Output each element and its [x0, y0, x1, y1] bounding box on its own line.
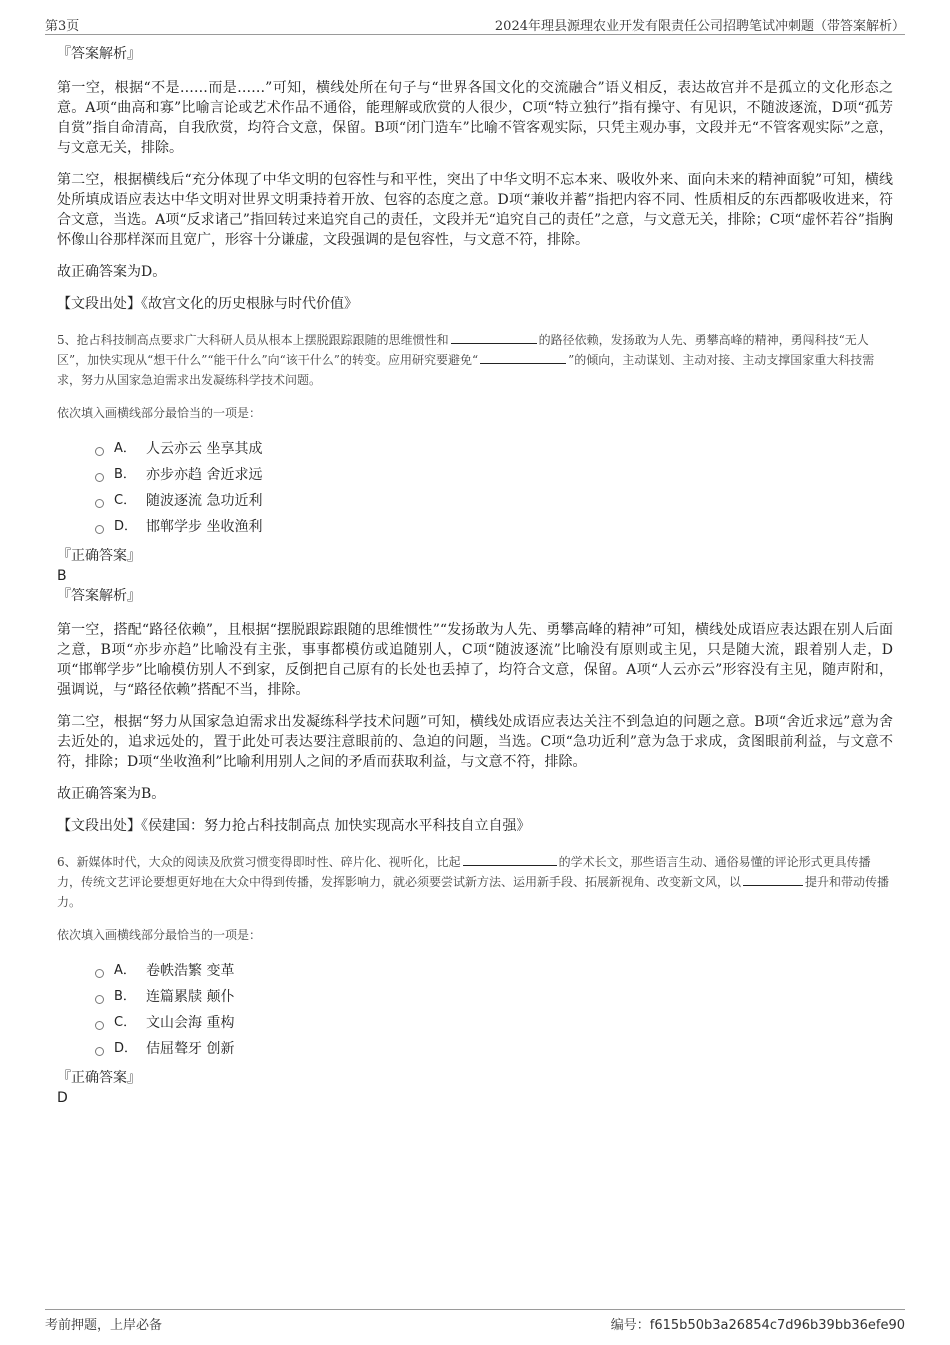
document-title: 2024年理县源理农业开发有限责任公司招聘笔试冲刺题（带答案解析）	[494, 19, 905, 34]
q6-answer: D	[57, 1090, 68, 1106]
q5-option-b[interactable]: B． 亦步亦趋 舍近求远	[95, 462, 893, 488]
page-footer	[45, 1309, 905, 1332]
radio-icon[interactable]	[95, 525, 104, 534]
radio-icon[interactable]	[95, 995, 104, 1004]
footer-slogan: 考前押题，上岸必备	[45, 1318, 163, 1333]
radio-icon[interactable]	[95, 969, 104, 978]
q4-conclusion: 故正确答案为D。	[57, 264, 167, 280]
page-header	[45, 14, 905, 35]
q5-analysis-label: 『答案解析』	[57, 588, 141, 604]
q5-options	[95, 436, 893, 540]
q5-option-a[interactable]: A． 人云亦云 坐享其成	[95, 436, 893, 462]
q4-source: 【文段出处】《故宫文化的历史根脉与时代价值》	[57, 296, 358, 312]
q6-answer-label: 『正确答案』	[57, 1070, 141, 1086]
q6-blank-2	[743, 872, 803, 886]
q5-conclusion: 故正确答案为B。	[57, 786, 166, 802]
page-number: 第3页	[45, 19, 80, 34]
q6-stem: 6、新媒体时代，大众的阅读及欣赏习惯变得即时性、碎片化、视听化，比起 的学术长文，那些语言生动、通俗易懂的评论形式更具传播力，传统文艺评论要想更好地在大众中得到传播，发挥影响力，就必须要尝试新方法、运用新手段、拓展新视角、改变新文风，以 提升和带动传播力。	[57, 852, 893, 912]
q6-option-d[interactable]: D． 佶屈聱牙 创新	[95, 1036, 893, 1062]
q6-option-b[interactable]: B． 连篇累牍 颠仆	[95, 984, 893, 1010]
q6-prompt: 依次填入画横线部分最恰当的一项是：	[57, 928, 262, 942]
q4-analysis-para1: 第一空，根据“不是……而是……”可知，横线处所在句子与“世界各国文化的交流融合”语义相反，表达故宫并不是孤立的文化形态之意。A项“曲高和寡”比喻言论或艺术作品不通俗，能理解或欣赏的人很少，C项“特立独行”指有操守、有见识，不随波逐流，D项“孤芳自赏”指自命清高，自我欣赏，均符合文意，保留。B项“闭门造车”比喻不管客观实际，只凭主观办事，文段并无“不管客观实际”之意，与文意无关，排除。	[57, 80, 893, 156]
q5-answer-label: 『正确答案』	[57, 548, 141, 564]
q6-option-c[interactable]: C． 文山会海 重构	[95, 1010, 893, 1036]
q5-option-c[interactable]: C． 随波逐流 急功近利	[95, 488, 893, 514]
q5-option-d[interactable]: D． 邯郸学步 坐收渔利	[95, 514, 893, 540]
q5-source: 【文段出处】《侯建国：努力抢占科技制高点 加快实现高水平科技自立自强》	[57, 818, 531, 834]
q5-stem: 5、抢占科技制高点要求广大科研人员从根本上摆脱跟踪跟随的思维惯性和 的路径依赖，发扬敢为人先、勇攀高峰的精神，勇闯科技“无人区”，加快实现从“想干什么”“能干什么”向“该干什么”的转变。应用研究要避免“ ”的倾向，主动谋划、主动对接、主动支撑国家重大科技需求，努力从国家急迫需求出发凝练科学技术问题。	[57, 330, 893, 390]
q4-analysis-label: 『答案解析』	[57, 46, 141, 62]
q6-blank-1	[463, 852, 557, 866]
q5-analysis-para1: 第一空，搭配“路径依赖”，且根据“摆脱跟踪跟随的思维惯性”“发扬敢为人先、勇攀高峰的精神”可知，横线处成语应表达跟在别人后面之意，B项“亦步亦趋”比喻没有主张，事事都模仿或追随别人，C项“随波逐流”比喻没有原则或主见，只是随大流，跟着别人走，D项“邯郸学步”比喻模仿别人不到家，反倒把自己原有的长处也丢掉了，均符合文意，保留。A项“人云亦云”形容没有主见，随声附和，强调说，与“路径依赖”搭配不当，排除。	[57, 622, 893, 698]
radio-icon[interactable]	[95, 473, 104, 482]
q5-analysis-para2: 第二空，根据“努力从国家急迫需求出发凝练科学技术问题”可知，横线处成语应表达关注不到急迫的问题之意。B项“舍近求远”意为舍去近处的，追求远处的，置于此处可表达要注意眼前的、急迫的问题，当选。C项“急功近利”意为急于求成，贪图眼前利益，与文意不符，排除；D项“坐收渔利”比喻利用别人之间的矛盾而获取利益，与文意不符，排除。	[57, 714, 893, 770]
q6-option-a[interactable]: A． 卷帙浩繁 变革	[95, 958, 893, 984]
q4-analysis-para2: 第二空，根据横线后“充分体现了中华文明的包容性与和平性，突出了中华文明不忘本来、吸收外来、面向未来的精神面貌”可知，横线处所填成语应表达中华文明对世界文明秉持着开放、包容的态度之意。D项“兼收并蓄”指把内容不同、性质相反的东西都吸收进来，符合文意，当选。A项“反求诸己”指回转过来追究自己的责任，文段并无“追究自己的责任”之意，与文意无关，排除；C项“虚怀若谷”指胸怀像山谷那样深而且宽广，形容十分谦虚，文段强调的是包容性，与文意不符，排除。	[57, 172, 893, 248]
page-content	[57, 44, 893, 1108]
radio-icon[interactable]	[95, 1021, 104, 1030]
radio-icon[interactable]	[95, 499, 104, 508]
q6-options	[95, 958, 893, 1062]
q5-prompt: 依次填入画横线部分最恰当的一项是：	[57, 406, 262, 420]
q5-answer: B	[57, 568, 67, 584]
document-code: 编号：f615b50b3a26854c7d96b39bb36efe90	[610, 1318, 905, 1333]
q5-blank-1	[451, 330, 537, 344]
radio-icon[interactable]	[95, 1047, 104, 1056]
radio-icon[interactable]	[95, 447, 104, 456]
q5-blank-2	[480, 350, 566, 364]
